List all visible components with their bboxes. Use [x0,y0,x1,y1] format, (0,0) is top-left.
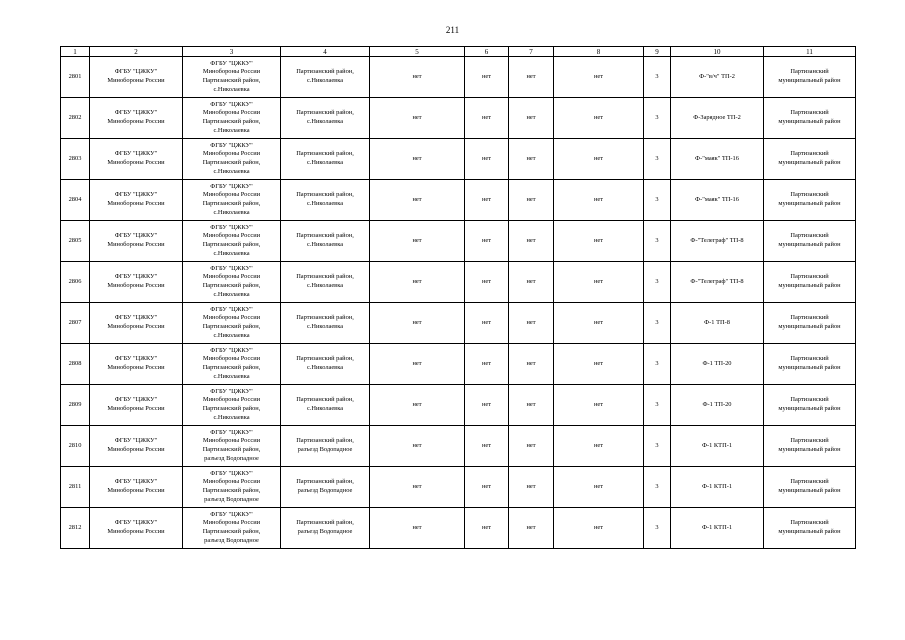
address-cell-line: Партизанский район, [296,232,354,240]
operator-cell-line: разъезд Водопадное [204,454,259,462]
district-cell-line: муниципальный район [778,282,841,289]
column-5-cell: нет [370,262,465,303]
column-7-cell: нет [509,508,554,549]
object-cell: Ф-"Телеграф" ТП-8 [671,221,764,262]
district-cell [764,262,856,303]
address-cell-line: с.Николаевка [306,77,344,84]
address-cell-line: с.Николаевка [306,323,344,330]
address-cell-line: Партизанский район, [296,355,354,363]
operator-cell-line: Партизанский район, [202,282,261,289]
address-cell-line: Партизанский район, [296,478,354,486]
table-row [61,180,856,221]
operator-cell [183,508,281,549]
address-cell-line: Партизанский район, [296,519,354,527]
operator-cell-line: Минобороны России [202,437,261,445]
owner-cell-line: Минобороны России [107,364,165,371]
address-cell-line: с.Николаевка [306,364,344,371]
district-cell [764,57,856,98]
row-number-cell: 2808 [61,344,90,385]
operator-cell-line: Минобороны России [202,314,261,322]
operator-cell-line: Минобороны России [202,109,261,117]
operator-cell-line: Партизанский район, [202,405,261,412]
column-6-cell: нет [465,385,509,426]
operator-cell-line: разъезд Водопадное [204,536,259,544]
address-cell-line: с.Николаевка [306,405,344,412]
operator-cell-line: ФГБУ "ЦЖКУ" [210,510,253,518]
address-cell-line: Партизанский район, [296,437,354,445]
address-cell-line: с.Николаевка [306,118,344,125]
address-cell-line: Партизанский район, [296,396,354,404]
operator-cell-line: Партизанский район, [202,159,261,166]
address-cell [281,303,370,344]
column-header: 3 [183,47,281,57]
operator-cell [183,221,281,262]
district-cell-line: Партизанский [790,396,829,404]
row-number-cell: 2807 [61,303,90,344]
column-8-cell: нет [554,98,644,139]
owner-cell-line: ФГБУ "ЦЖКУ" [114,232,158,240]
row-number-cell: 2801 [61,57,90,98]
column-7-cell: нет [509,139,554,180]
district-cell-line: муниципальный район [778,323,841,330]
object-cell: Ф-"Телеграф" ТП-8 [671,262,764,303]
operator-cell-line: ФГБУ "ЦЖКУ" [210,428,253,436]
operator-cell-line: ФГБУ "ЦЖКУ" [210,223,253,231]
column-6-cell: нет [465,467,509,508]
column-9-cell: 3 [644,139,671,180]
column-5-cell: нет [370,221,465,262]
object-cell: Ф-Зарядное ТП-2 [671,98,764,139]
owner-cell-line: Минобороны России [107,446,165,453]
table-row [61,57,856,98]
owner-cell [90,508,183,549]
district-cell [764,508,856,549]
column-6-cell: нет [465,303,509,344]
column-9-cell: 3 [644,262,671,303]
column-7-cell: нет [509,180,554,221]
column-6-cell: нет [465,426,509,467]
operator-cell-line: Минобороны России [202,478,261,486]
column-5-cell: нет [370,303,465,344]
object-cell: Ф-1 КТП-1 [671,426,764,467]
column-6-cell: нет [465,139,509,180]
operator-cell-line: с.Николаевка [213,85,250,93]
operator-cell-line: разъезд Водопадное [204,495,259,503]
owner-cell [90,221,183,262]
table-row [61,139,856,180]
address-cell [281,262,370,303]
object-cell: Ф-1 ТП-8 [671,303,764,344]
address-cell-line: разъезд Водопадное [297,446,353,453]
owner-cell [90,139,183,180]
district-cell-line: муниципальный район [778,241,841,248]
operator-cell-line: с.Николаевка [213,167,250,175]
column-header: 5 [370,47,465,57]
column-8-cell: нет [554,221,644,262]
operator-cell-line: с.Николаевка [213,126,250,134]
column-8-cell: нет [554,139,644,180]
address-cell-line: Партизанский район, [296,68,354,76]
operator-cell [183,57,281,98]
district-cell-line: Партизанский [790,519,829,527]
column-5-cell: нет [370,57,465,98]
column-header: 7 [509,47,554,57]
column-7-cell: нет [509,303,554,344]
column-9-cell: 3 [644,57,671,98]
district-cell-line: Партизанский [790,355,829,363]
address-cell-line: Партизанский район, [296,273,354,281]
column-9-cell: 3 [644,303,671,344]
district-cell [764,467,856,508]
address-cell-line: Партизанский район, [296,191,354,199]
column-6-cell: нет [465,180,509,221]
address-cell [281,98,370,139]
district-cell-line: Партизанский [790,437,829,445]
owner-cell [90,262,183,303]
operator-cell-line: Минобороны России [202,68,261,76]
column-9-cell: 3 [644,426,671,467]
column-5-cell: нет [370,180,465,221]
column-8-cell: нет [554,57,644,98]
column-header: 11 [764,47,856,57]
address-cell [281,385,370,426]
operator-cell [183,180,281,221]
column-9-cell: 3 [644,180,671,221]
address-cell [281,139,370,180]
operator-cell-line: Партизанский район, [202,118,261,125]
operator-cell-line: ФГБУ "ЦЖКУ" [210,141,253,149]
object-cell: Ф-1 КТП-1 [671,508,764,549]
column-8-cell: нет [554,180,644,221]
district-cell [764,139,856,180]
object-cell: Ф-"маяк" ТП-16 [671,180,764,221]
owner-cell-line: Минобороны России [107,118,165,125]
operator-cell-line: с.Николаевка [213,372,250,380]
address-cell [281,508,370,549]
column-7-cell: нет [509,467,554,508]
table-row [61,98,856,139]
owner-cell-line: Минобороны России [107,323,165,330]
district-cell [764,221,856,262]
column-9-cell: 3 [644,344,671,385]
owner-cell-line: ФГБУ "ЦЖКУ" [114,437,158,445]
address-cell-line: Партизанский район, [296,109,354,117]
operator-cell-line: Партизанский район, [202,446,261,453]
column-5-cell: нет [370,139,465,180]
district-cell-line: Партизанский [790,191,829,199]
operator-cell-line: Партизанский район, [202,241,261,248]
address-cell [281,221,370,262]
column-header: 4 [281,47,370,57]
owner-cell-line: ФГБУ "ЦЖКУ" [114,150,158,158]
row-number-cell: 2805 [61,221,90,262]
district-cell-line: муниципальный район [778,159,841,166]
operator-cell-line: ФГБУ "ЦЖКУ" [210,182,253,190]
column-header: 6 [465,47,509,57]
column-6-cell: нет [465,262,509,303]
column-8-cell: нет [554,467,644,508]
operator-cell-line: с.Николаевка [213,331,250,339]
operator-cell-line: Минобороны России [202,191,261,199]
address-cell-line: разъезд Водопадное [297,528,353,535]
column-header: 9 [644,47,671,57]
column-header: 1 [61,47,90,57]
address-cell-line: с.Николаевка [306,200,344,207]
column-header: 8 [554,47,644,57]
table-body [61,57,856,549]
object-cell: Ф-1 ТП-20 [671,385,764,426]
address-cell [281,467,370,508]
operator-cell [183,385,281,426]
table-row [61,467,856,508]
operator-cell-line: ФГБУ "ЦЖКУ" [210,59,253,67]
operator-cell [183,467,281,508]
column-5-cell: нет [370,508,465,549]
owner-cell-line: Минобороны России [107,405,165,412]
operator-cell-line: Партизанский район, [202,487,261,494]
operator-cell-line: с.Николаевка [213,249,250,257]
column-5-cell: нет [370,385,465,426]
operator-cell-line: Партизанский район, [202,364,261,371]
object-cell: Ф-"маяк" ТП-16 [671,139,764,180]
column-6-cell: нет [465,344,509,385]
row-number-cell: 2806 [61,262,90,303]
operator-cell-line: Минобороны России [202,355,261,363]
column-5-cell: нет [370,426,465,467]
owner-cell-line: Минобороны России [107,200,165,207]
district-cell-line: Партизанский [790,478,829,486]
address-cell-line: с.Николаевка [306,159,344,166]
table-row [61,385,856,426]
column-6-cell: нет [465,98,509,139]
column-9-cell: 3 [644,385,671,426]
owner-cell-line: Минобороны России [107,77,165,84]
operator-cell-line: Партизанский район, [202,77,261,84]
owner-cell-line: ФГБУ "ЦЖКУ" [114,314,158,322]
column-8-cell: нет [554,426,644,467]
operator-cell-line: Минобороны России [202,232,261,240]
column-9-cell: 3 [644,467,671,508]
column-8-cell: нет [554,262,644,303]
owner-cell [90,426,183,467]
owner-cell-line: ФГБУ "ЦЖКУ" [114,478,158,486]
table-row [61,426,856,467]
owner-cell [90,344,183,385]
district-cell-line: Партизанский [790,273,829,281]
owner-cell-line: Минобороны России [107,159,165,166]
column-7-cell: нет [509,262,554,303]
operator-cell-line: ФГБУ "ЦЖКУ" [210,264,253,272]
column-8-cell: нет [554,303,644,344]
row-number-cell: 2803 [61,139,90,180]
operator-cell-line: с.Николаевка [213,290,250,298]
district-cell-line: Партизанский [790,314,829,322]
table-row [61,221,856,262]
owner-cell [90,57,183,98]
district-cell [764,344,856,385]
object-cell: Ф-1 КТП-1 [671,467,764,508]
row-number-cell: 2804 [61,180,90,221]
address-cell-line: Партизанский район, [296,150,354,158]
row-number-cell: 2802 [61,98,90,139]
column-9-cell: 3 [644,221,671,262]
header-row [61,47,856,57]
operator-cell [183,344,281,385]
owner-cell-line: Минобороны России [107,282,165,289]
district-cell-line: муниципальный район [778,364,841,371]
column-5-cell: нет [370,467,465,508]
owner-cell-line: ФГБУ "ЦЖКУ" [114,68,158,76]
operator-cell [183,303,281,344]
operator-cell-line: ФГБУ "ЦЖКУ" [210,469,253,477]
operator-cell-line: Минобороны России [202,150,261,158]
district-cell-line: Партизанский [790,150,829,158]
operator-cell-line: Партизанский район, [202,323,261,330]
column-6-cell: нет [465,221,509,262]
address-cell [281,57,370,98]
column-6-cell: нет [465,508,509,549]
column-7-cell: нет [509,57,554,98]
row-number-cell: 2809 [61,385,90,426]
district-cell [764,426,856,467]
operator-cell-line: ФГБУ "ЦЖКУ" [210,100,253,108]
row-number-cell: 2810 [61,426,90,467]
district-cell [764,98,856,139]
owner-cell-line: ФГБУ "ЦЖКУ" [114,355,158,363]
district-cell-line: муниципальный район [778,528,841,535]
address-cell [281,180,370,221]
column-9-cell: 3 [644,508,671,549]
operator-cell-line: Минобороны России [202,396,261,404]
column-header: 2 [90,47,183,57]
column-9-cell: 3 [644,98,671,139]
column-8-cell: нет [554,508,644,549]
district-cell-line: муниципальный район [778,77,841,84]
owner-cell [90,98,183,139]
column-6-cell: нет [465,57,509,98]
page-number: 211 [445,25,460,35]
operator-cell [183,426,281,467]
owner-cell [90,467,183,508]
operator-cell-line: ФГБУ "ЦЖКУ" [210,387,253,395]
column-5-cell: нет [370,344,465,385]
district-cell-line: муниципальный район [778,446,841,453]
table-row [61,262,856,303]
column-7-cell: нет [509,98,554,139]
operator-cell-line: Минобороны России [202,519,261,527]
district-cell [764,180,856,221]
district-cell-line: Партизанский [790,109,829,117]
district-cell [764,303,856,344]
district-cell-line: муниципальный район [778,405,841,412]
owner-cell-line: Минобороны России [107,528,165,535]
operator-cell-line: с.Николаевка [213,413,250,421]
column-7-cell: нет [509,426,554,467]
district-cell-line: муниципальный район [778,487,841,494]
operator-cell-line: Партизанский район, [202,200,261,207]
address-cell-line: разъезд Водопадное [297,487,353,494]
column-header: 10 [671,47,764,57]
operator-cell [183,139,281,180]
column-8-cell: нет [554,385,644,426]
district-cell [764,385,856,426]
district-cell-line: Партизанский [790,68,829,76]
table-row [61,508,856,549]
address-cell-line: Партизанский район, [296,314,354,322]
operator-cell-line: с.Николаевка [213,208,250,216]
registry-table [60,46,856,549]
operator-cell [183,262,281,303]
owner-cell-line: ФГБУ "ЦЖКУ" [114,519,158,527]
object-cell: Ф-1 ТП-20 [671,344,764,385]
operator-cell-line: Минобороны России [202,273,261,281]
column-7-cell: нет [509,385,554,426]
column-8-cell: нет [554,344,644,385]
owner-cell-line: ФГБУ "ЦЖКУ" [114,191,158,199]
row-number-cell: 2811 [61,467,90,508]
owner-cell-line: ФГБУ "ЦЖКУ" [114,396,158,404]
operator-cell [183,98,281,139]
owner-cell-line: ФГБУ "ЦЖКУ" [114,109,158,117]
owner-cell [90,303,183,344]
owner-cell [90,180,183,221]
operator-cell-line: Партизанский район, [202,528,261,535]
district-cell-line: муниципальный район [778,118,841,125]
address-cell-line: с.Николаевка [306,241,344,248]
district-cell-line: муниципальный район [778,200,841,207]
row-number-cell: 2812 [61,508,90,549]
column-7-cell: нет [509,221,554,262]
address-cell-line: с.Николаевка [306,282,344,289]
operator-cell-line: ФГБУ "ЦЖКУ" [210,305,253,313]
object-cell: Ф-"в/ч" ТП-2 [671,57,764,98]
owner-cell [90,385,183,426]
column-5-cell: нет [370,98,465,139]
district-cell-line: Партизанский [790,232,829,240]
address-cell [281,344,370,385]
address-cell [281,426,370,467]
table-row [61,303,856,344]
owner-cell-line: Минобороны России [107,487,165,494]
operator-cell-line: ФГБУ "ЦЖКУ" [210,346,253,354]
owner-cell-line: Минобороны России [107,241,165,248]
table-row [61,344,856,385]
owner-cell-line: ФГБУ "ЦЖКУ" [114,273,158,281]
column-7-cell: нет [509,344,554,385]
